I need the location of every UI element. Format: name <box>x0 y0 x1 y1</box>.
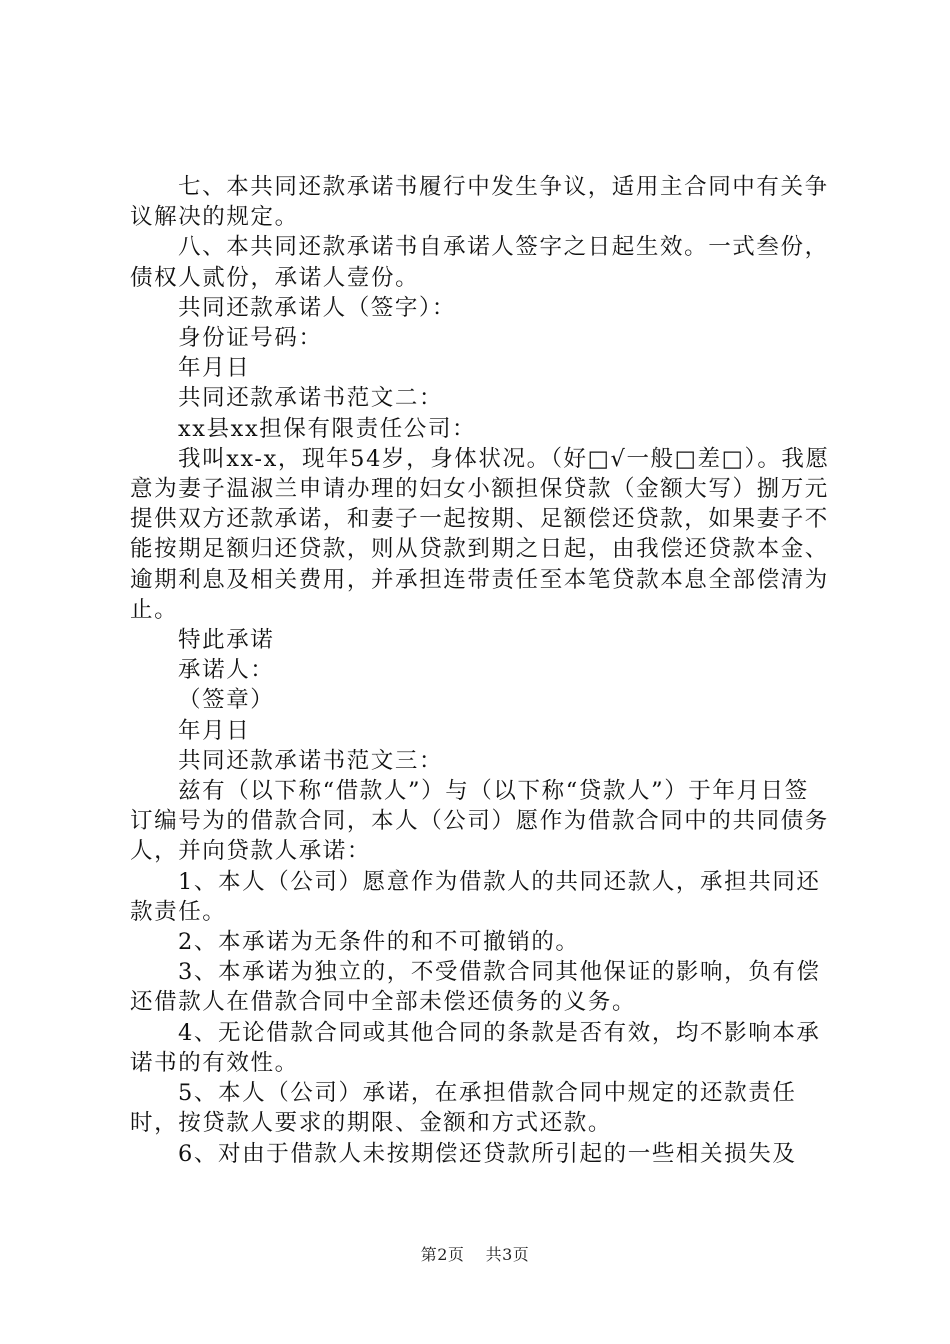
page-total: 共3页 <box>485 1245 530 1264</box>
addressee-line: xx县xx担保有限责任公司： <box>178 415 477 442</box>
paragraph-item-4: 4、无论借款合同或其他合同的条款是否有效，均不影响本承诺书的有效性。 <box>130 1019 821 1076</box>
signature-line: 共同还款承诺人（签字）： <box>178 294 456 321</box>
page-number: 第2页 <box>420 1245 465 1264</box>
paragraph-clause-7: 七、本共同还款承诺书履行中发生争议，适用主合同中有关争议解决的规定。 <box>130 174 829 231</box>
paragraph-statement: 我叫xx-x，现年54岁，身体状况。（好□√一般□差□）。我愿意为妻子温淑兰申请办理的妇女小额担保贷款（金额大写）捌万元提供双方还款承诺，和妻子一起按期、足额偿还贷款，如果妻子不能按期足额归还贷款，则从贷款到期之日起，由我偿还贷款本金、逾期利息及相关费用，并承担连带责任至本笔贷款本息全部偿清为止。 <box>130 445 830 623</box>
page-footer <box>0 1244 950 1266</box>
closing-line: 特此承诺 <box>178 627 275 654</box>
paragraph-item-2: 2、本承诺为无条件的和不可撤销的。 <box>178 929 580 956</box>
date-line: 年月日 <box>178 355 251 382</box>
paragraph-item-1: 1、本人（公司）愿意作为借款人的共同还款人，承担共同还款责任。 <box>130 868 821 925</box>
seal-line: （签章） <box>178 687 275 714</box>
document-body <box>130 172 830 1169</box>
section-heading-sample-2: 共同还款承诺书范文二： <box>178 385 444 412</box>
paragraph-item-6: 6、对由于借款人未按期偿还贷款所引起的一些相关损失及 <box>178 1140 797 1167</box>
paragraph-clause-8: 八、本共同还款承诺书自承诺人签字之日起生效。一式叁份，债权人贰份，承诺人壹份。 <box>130 234 829 291</box>
id-number-line: 身份证号码： <box>178 325 323 352</box>
date-line: 年月日 <box>178 717 251 744</box>
paragraph-item-5: 5、本人（公司）承诺，在承担借款合同中规定的还款责任时，按贷款人要求的期限、金额和方式还款。 <box>130 1080 797 1137</box>
promisor-line: 承诺人： <box>178 657 275 684</box>
paragraph-item-3: 3、本承诺为独立的，不受借款合同其他保证的影响，负有偿还借款人在借款合同中全部未偿还债务的义务。 <box>130 959 821 1016</box>
paragraph-intro: 兹有（以下称“借款人”）与（以下称“贷款人”）于年月日签订编号为的借款合同，本人（公司）愿作为借款合同中的共同债务人，并向贷款人承诺： <box>130 778 829 865</box>
section-heading-sample-3: 共同还款承诺书范文三： <box>178 747 444 774</box>
